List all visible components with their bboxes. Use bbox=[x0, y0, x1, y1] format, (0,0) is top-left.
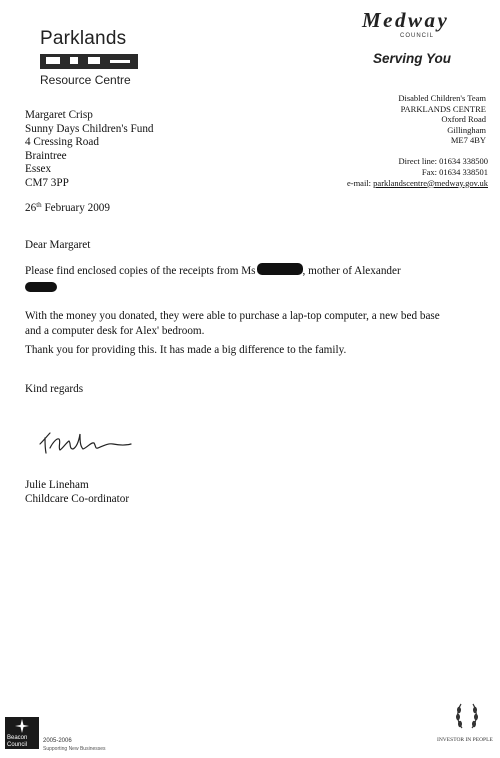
sender-address bbox=[398, 93, 486, 146]
investor-in-people-label: INVESTOR IN PEOPLE bbox=[437, 737, 493, 743]
council-word: COUNCIL bbox=[400, 33, 435, 39]
salutation: Dear Margaret bbox=[25, 239, 91, 251]
paragraph-receipts: Please find enclosed copies of the receipts from Ms , mother of Alexander bbox=[25, 263, 455, 295]
beacon-years: 2005-2006 bbox=[43, 738, 72, 744]
handwritten-signature bbox=[36, 428, 146, 456]
redaction-mark bbox=[25, 282, 57, 292]
signer-name: Julie Lineham bbox=[25, 479, 89, 491]
medway-council-logo: Medway bbox=[362, 8, 450, 32]
sender-team: Disabled Children's Team bbox=[398, 93, 486, 103]
recipient-street: 4 Cressing Road bbox=[25, 136, 99, 149]
parklands-logo-subtitle: Resource Centre bbox=[40, 73, 131, 87]
email-line bbox=[347, 178, 488, 189]
sender-road: Oxford Road bbox=[441, 114, 486, 124]
recipient-address bbox=[25, 109, 154, 191]
sender-town: Gillingham bbox=[447, 124, 486, 135]
sender-centre: PARKLANDS CENTRE bbox=[400, 103, 486, 114]
parklands-logo-bar bbox=[40, 54, 138, 69]
sender-postcode: ME7 4BY bbox=[450, 135, 486, 145]
recipient-county: Essex bbox=[25, 163, 52, 176]
recipient-name: Margaret Crisp bbox=[25, 109, 93, 121]
investor-in-people-laurel-icon bbox=[454, 700, 480, 732]
paragraph-purchases: With the money you donated, they were able to purchase a lap-top computer, a new bed base and a computer desk for Alex' bedroom. bbox=[25, 310, 440, 337]
email-link[interactable]: parklandscentre@medway.gov.uk bbox=[373, 177, 488, 188]
beacon-subtitle: Supporting New Businesses bbox=[43, 746, 106, 752]
slogan: Serving You bbox=[373, 51, 452, 66]
closing: Kind regards bbox=[25, 383, 84, 395]
paragraph-thanks: Thank you for providing this. It has made a big difference to the family. bbox=[25, 344, 347, 356]
recipient-town: Braintree bbox=[25, 149, 67, 162]
parklands-logo-title: Parklands bbox=[40, 28, 127, 49]
fax-line: Fax: 01634 338501 bbox=[421, 166, 488, 177]
redaction-mark bbox=[257, 263, 303, 275]
email-label: e-mail: bbox=[346, 177, 374, 188]
signer-block bbox=[25, 478, 129, 506]
star-icon bbox=[5, 717, 39, 735]
date-suffix: th bbox=[36, 201, 42, 209]
signer-title: Childcare Co-ordinator bbox=[25, 493, 130, 505]
letter-date: 26th February 2009 bbox=[25, 201, 110, 214]
recipient-postcode: CM7 3PP bbox=[25, 176, 69, 189]
recipient-organisation: Sunny Days Children's Fund bbox=[25, 122, 154, 135]
direct-line: Direct line: 01634 338500 bbox=[398, 156, 488, 166]
sender-contact bbox=[347, 156, 488, 188]
beacon-label: Beacon Council bbox=[7, 735, 28, 748]
